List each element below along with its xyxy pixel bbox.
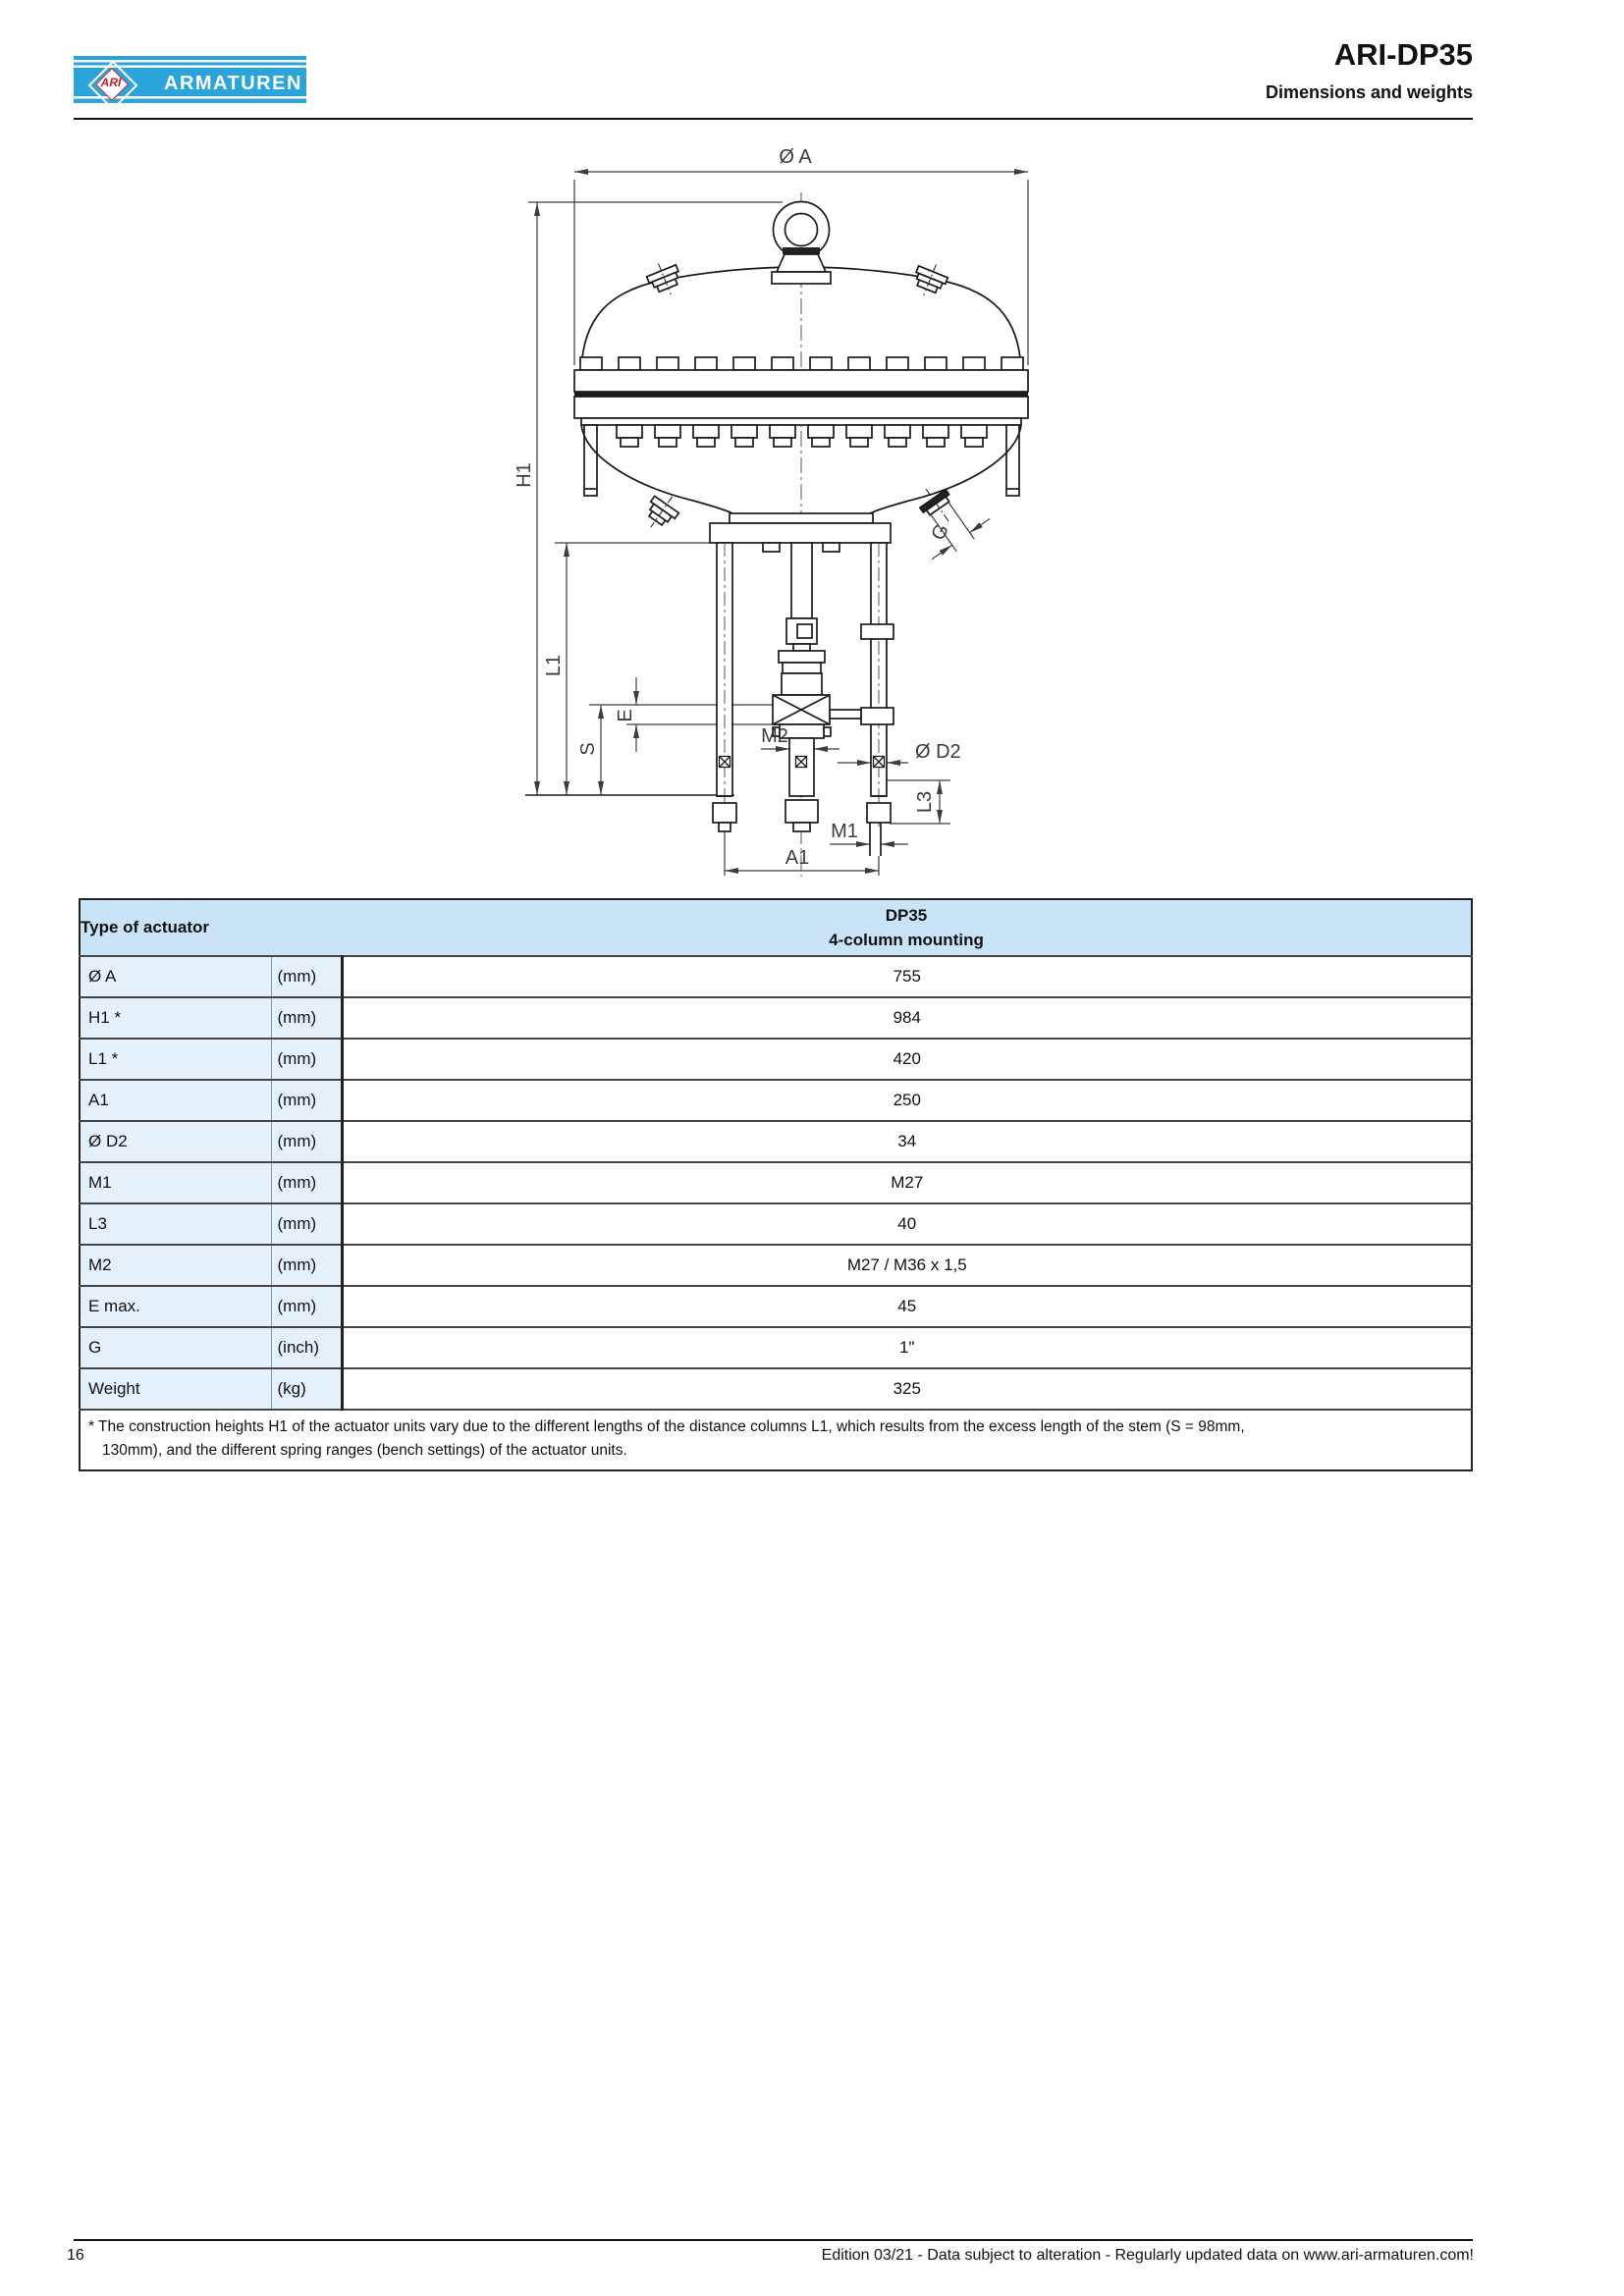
table-header-dp35 [342,899,1472,956]
ari-armaturen-logo [74,56,306,103]
row-unit: (mm) [271,1039,342,1080]
header-rule [74,118,1473,120]
table-header-mounting: 4-column mounting [829,931,984,949]
footnote-line-1: * The construction heights H1 of the actuator units vary due to the different lengths of the distance columns L1, which results from the excess length of the stem (S = 98mm, [88,1418,1245,1435]
dim-label-h1: H1 [514,462,535,488]
dimensions-table [79,898,1473,1471]
row-value: 1" [342,1327,1472,1368]
dim-label-a1: A1 [785,847,810,869]
row-label: Weight [80,1368,271,1410]
dim-label-dia-a: Ø A [779,146,812,168]
dim-label-s: S [577,742,599,756]
dim-label-m1: M1 [831,821,858,842]
row-label: M2 [80,1245,271,1286]
table-header-row [80,899,1472,956]
upper-left-stud [644,257,685,300]
dim-label-dia-d2: Ø D2 [915,741,961,763]
dome-bottom-flange [730,513,873,523]
page-subtitle: Dimensions and weights [1265,82,1473,102]
row-value: 984 [342,997,1472,1039]
table-row [80,1080,1472,1121]
row-value: 250 [342,1080,1472,1121]
row-unit: (mm) [271,997,342,1039]
table-row [80,1162,1472,1203]
technical-drawing [511,137,1060,893]
table-footnote [80,1410,1472,1470]
row-value: 420 [342,1039,1472,1080]
row-unit: (mm) [271,1203,342,1245]
section-marks [720,757,885,768]
table-row [80,1245,1472,1286]
air-connection-boss [897,469,995,566]
dim-label-l3: L3 [914,790,936,814]
row-value: 40 [342,1203,1472,1245]
stem-assembly [773,543,831,831]
row-unit: (kg) [271,1368,342,1410]
row-label: Ø D2 [80,1121,271,1162]
row-unit: (mm) [271,1162,342,1203]
table-row [80,1327,1472,1368]
row-label: A1 [80,1080,271,1121]
dim-label-e: E [615,709,636,722]
row-label: E max. [80,1286,271,1327]
logo-brand-name: ARMATUREN [164,73,302,94]
row-value: M27 / M36 x 1,5 [342,1245,1472,1286]
table-row [80,1121,1472,1162]
row-unit: (mm) [271,1080,342,1121]
row-label: G [80,1327,271,1368]
row-label: L3 [80,1203,271,1245]
table-row [80,1368,1472,1410]
page-title: ARI-DP35 [1333,37,1473,72]
row-unit: (mm) [271,1121,342,1162]
dim-label-l1: L1 [543,654,565,677]
row-value: 325 [342,1368,1472,1410]
row-label: M1 [80,1162,271,1203]
dim-label-m2: M2 [761,725,788,747]
table-row [80,1039,1472,1080]
row-value: 45 [342,1286,1472,1327]
table-row [80,956,1472,997]
row-unit: (inch) [271,1327,342,1368]
table-row [80,1286,1472,1327]
table-row [80,997,1472,1039]
table-row [80,1203,1472,1245]
lower-left-stud [639,488,684,535]
table-header-type-of-actuator: Type of actuator [80,899,342,956]
row-label: H1 * [80,997,271,1039]
row-value: 755 [342,956,1472,997]
upper-right-stud [909,258,950,301]
row-label: Ø A [80,956,271,997]
row-unit: (mm) [271,1286,342,1327]
table-footnote-row [80,1410,1472,1470]
eyebolt [772,202,831,285]
flange [574,370,1028,425]
footnote-line-2: 130mm), and the different spring ranges (bench settings) of the actuator units. [102,1442,627,1459]
edition-note: Edition 03/21 - Data subject to alteration - Regularly updated data on www.ari-armaturen.com! [821,2247,1474,2264]
row-label: L1 * [80,1039,271,1080]
footer-rule [74,2239,1473,2241]
dim-label-g: G [927,520,954,545]
row-unit: (mm) [271,956,342,997]
logo-ari-text: ARI [100,76,122,89]
table-header-model: DP35 [885,906,928,925]
page-number: 16 [67,2247,84,2264]
row-unit: (mm) [271,1245,342,1286]
row-value: 34 [342,1121,1472,1162]
yoke-top-plate [710,523,891,543]
row-value: M27 [342,1162,1472,1203]
